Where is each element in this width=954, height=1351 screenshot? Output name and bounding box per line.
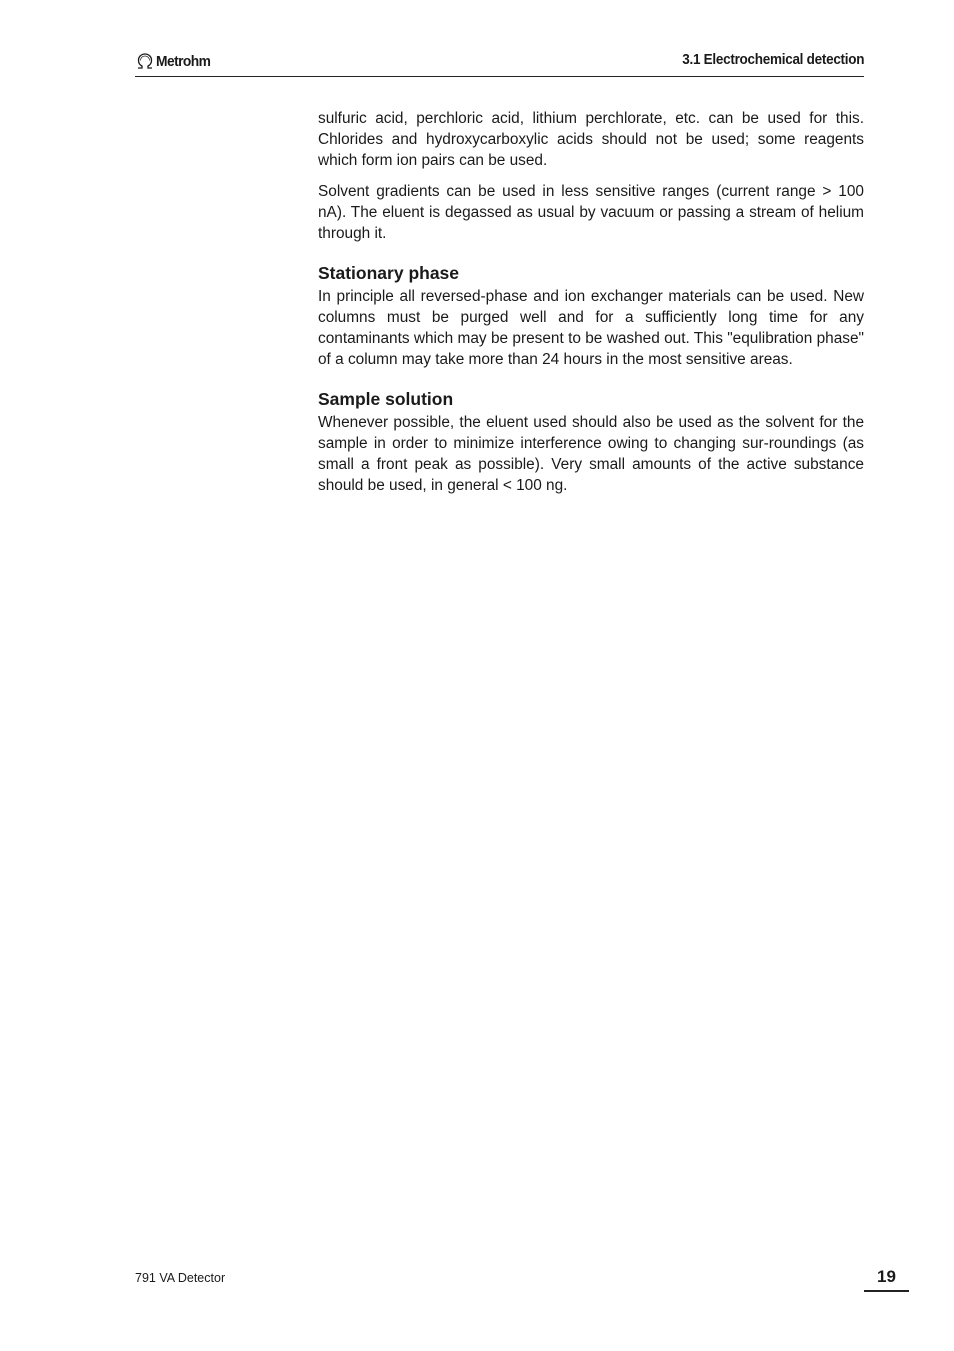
main-content [318, 108, 864, 506]
paragraph: Solvent gradients can be used in less sensitive ranges (current range > 100 nA). The eluent is degassed as usual by vacuum or passing a stream of helium through it. [318, 183, 864, 242]
paragraph: Whenever possible, the eluent used should also be used as the solvent for the sample in order to minimize interference owing to changing sur-roundings (as small a front peak as possible). Very small amounts of the active substance should be used, in general < 100 ng. [318, 414, 864, 494]
page-number: 19 [864, 1264, 909, 1292]
section-title: 3.1 Electrochemical detection [682, 51, 864, 68]
heading-sample-solution: Sample solution [318, 389, 454, 409]
paragraph: sulfuric acid, perchloric acid, lithium perchlorate, etc. can be used for this. Chlorides and hydroxycarboxylic acids should not be used; some reagents which form ion pairs can be used. [318, 110, 864, 169]
page-header [135, 48, 864, 77]
logo-text: Metrohm [156, 52, 211, 70]
logo [135, 51, 215, 71]
paragraph: In principle all reversed-phase and ion exchanger materials can be used. New columns must be purged well and for a sufficiently long time for any contaminants which may be present to be washed out. This "equlibration phase" of a column may take more than 24 hours in the most sensitive areas. [318, 288, 864, 368]
footer-product: 791 VA Detector [135, 1271, 226, 1285]
omega-icon [135, 51, 155, 71]
heading-stationary-phase: Stationary phase [318, 263, 460, 283]
